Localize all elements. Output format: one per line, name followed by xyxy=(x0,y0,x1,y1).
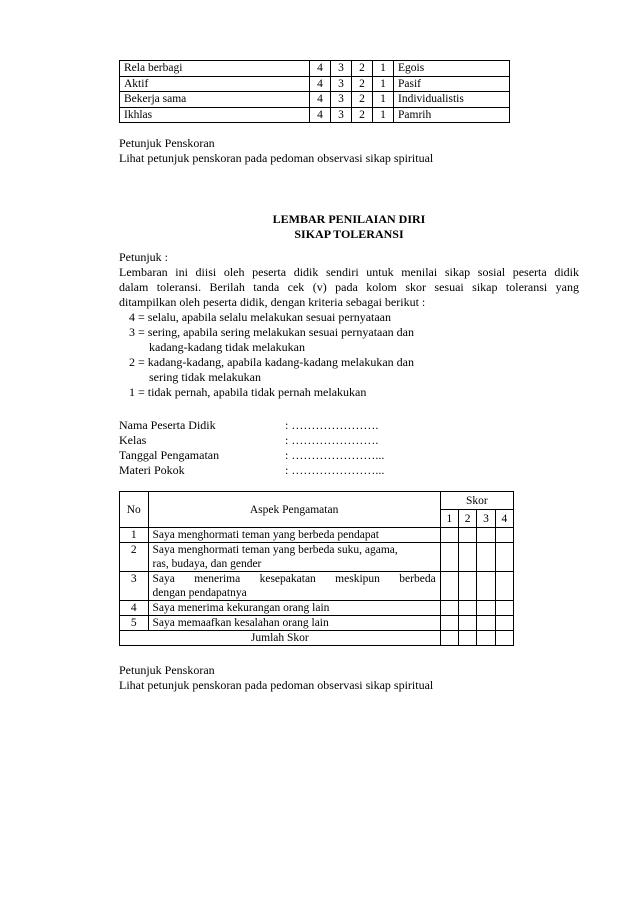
scoring-note-text: Lihat petunjuk penskoran pada pedoman observasi sikap spiritual xyxy=(119,678,434,692)
aspect-line: Saya menerima kesepakatan meskipun berbeda xyxy=(152,573,436,585)
row-number: 3 xyxy=(120,572,149,601)
aspect-text xyxy=(148,572,440,601)
row-number: 4 xyxy=(120,601,149,616)
page-title xyxy=(119,212,579,242)
score-cell[interactable] xyxy=(477,543,495,572)
field-value[interactable]: : …………………... xyxy=(285,463,385,477)
field-label: Materi Pokok xyxy=(119,463,185,477)
total-label: Jumlah Skor xyxy=(120,631,441,646)
score-3: 3 xyxy=(331,107,352,123)
aspect-text xyxy=(148,616,440,631)
score-cell[interactable] xyxy=(440,601,458,616)
score-cell[interactable] xyxy=(477,601,495,616)
field-row xyxy=(119,418,579,433)
scoring-note-heading: Petunjuk Penskoran xyxy=(119,663,215,677)
total-row xyxy=(120,631,514,646)
aspect-line: Saya menghormati teman yang berbeda suku, agama, xyxy=(152,544,398,556)
attitude-label: Rela berbagi xyxy=(120,61,310,77)
score-cell[interactable] xyxy=(495,601,513,616)
score-4: 4 xyxy=(310,107,331,123)
opposite-label: Egois xyxy=(394,61,510,77)
table-row xyxy=(120,107,510,123)
field-row xyxy=(119,463,579,478)
score-3: 3 xyxy=(331,61,352,77)
header-score-2: 2 xyxy=(459,510,477,528)
aspect-text xyxy=(148,601,440,616)
table-header-row xyxy=(120,492,514,510)
total-score-cell[interactable] xyxy=(495,631,513,646)
attitude-label: Ikhlas xyxy=(120,107,310,123)
opposite-label: Pamrih xyxy=(394,107,510,123)
opposite-label: Pasif xyxy=(394,76,510,92)
table-row xyxy=(120,61,510,77)
scoring-note-text: Lihat petunjuk penskoran pada pedoman observasi sikap spiritual xyxy=(119,151,434,165)
score-cell[interactable] xyxy=(440,528,458,543)
score-cell[interactable] xyxy=(477,528,495,543)
score-cell[interactable] xyxy=(459,543,477,572)
score-1: 1 xyxy=(373,92,394,108)
instructions xyxy=(119,250,579,400)
instructions-heading: Petunjuk : xyxy=(119,250,169,264)
table-row xyxy=(120,528,514,543)
score-cell[interactable] xyxy=(495,543,513,572)
score-cell[interactable] xyxy=(459,616,477,631)
title-line-1: LEMBAR PENILAIAN DIRI xyxy=(272,212,426,226)
score-cell[interactable] xyxy=(495,616,513,631)
criteria-3-cont: kadang-kadang tidak melakukan xyxy=(149,340,305,354)
attitude-label: Aktif xyxy=(120,76,310,92)
score-2: 2 xyxy=(352,76,373,92)
scoring-note-2 xyxy=(119,663,579,693)
score-2: 2 xyxy=(352,92,373,108)
field-label: Kelas xyxy=(119,433,147,447)
score-cell[interactable] xyxy=(477,572,495,601)
row-number: 2 xyxy=(120,543,149,572)
field-label: Nama Peserta Didik xyxy=(119,418,216,432)
header-aspect: Aspek Pengamatan xyxy=(148,492,440,528)
criteria-2-cont: sering tidak melakukan xyxy=(149,370,261,384)
criteria-2: 2 = kadang-kadang, apabila kadang-kadang melakukan dan xyxy=(129,355,414,369)
header-score-3: 3 xyxy=(477,510,495,528)
header-score-1: 1 xyxy=(440,510,458,528)
score-cell[interactable] xyxy=(440,572,458,601)
score-1: 1 xyxy=(373,107,394,123)
score-1: 1 xyxy=(373,76,394,92)
score-2: 2 xyxy=(352,61,373,77)
aspect-line: Saya memaafkan kesalahan orang lain xyxy=(152,617,329,629)
field-value[interactable]: : …………………... xyxy=(285,448,385,462)
table-row xyxy=(120,92,510,108)
aspect-line: ras, budaya, dan gender xyxy=(152,558,262,570)
field-value[interactable]: : …………………. xyxy=(285,418,379,432)
header-no: No xyxy=(120,492,149,528)
title-line-2: SIKAP TOLERANSI xyxy=(294,227,404,241)
scoring-note-1 xyxy=(119,136,579,166)
header-score: Skor xyxy=(440,492,513,510)
field-value[interactable]: : …………………. xyxy=(285,433,379,447)
field-row xyxy=(119,448,579,463)
scoring-note-heading: Petunjuk Penskoran xyxy=(119,136,215,150)
criteria-4: 4 = selalu, apabila selalu melakukan sesuai pernyataan xyxy=(129,310,392,324)
attitude-scale-table xyxy=(119,60,510,123)
score-4: 4 xyxy=(310,76,331,92)
table-row xyxy=(120,616,514,631)
field-row xyxy=(119,433,579,448)
table-row xyxy=(120,543,514,572)
instructions-line: ditampilkan oleh peserta didik, dengan kriteria sebagai berikut : xyxy=(119,295,426,309)
score-cell[interactable] xyxy=(477,616,495,631)
aspect-text xyxy=(148,528,440,543)
identity-fields xyxy=(119,418,579,478)
instructions-line: Lembaran ini diisi oleh peserta didik sendiri untuk menilai sikap sosial peserta didik xyxy=(119,265,579,279)
criteria-1: 1 = tidak pernah, apabila tidak pernah melakukan xyxy=(129,385,367,399)
score-cell[interactable] xyxy=(459,572,477,601)
aspect-line: Saya menerima kekurangan orang lain xyxy=(152,602,330,614)
score-cell[interactable] xyxy=(495,572,513,601)
aspect-line: dengan pendapatnya xyxy=(152,587,247,599)
total-score-cell[interactable] xyxy=(440,631,458,646)
instructions-line: dalam toleransi. Berilah tanda cek (v) pada kolom skor sesuai sikap toleransi yang xyxy=(119,280,579,294)
score-3: 3 xyxy=(331,76,352,92)
total-score-cell[interactable] xyxy=(477,631,495,646)
row-number: 1 xyxy=(120,528,149,543)
field-label: Tanggal Pengamatan xyxy=(119,448,220,462)
row-number: 5 xyxy=(120,616,149,631)
aspect-line: Saya menghormati teman yang berbeda pendapat xyxy=(152,529,379,541)
attitude-label: Bekerja sama xyxy=(120,92,310,108)
table-row xyxy=(120,572,514,601)
score-cell[interactable] xyxy=(495,528,513,543)
score-cell[interactable] xyxy=(440,616,458,631)
score-1: 1 xyxy=(373,61,394,77)
score-2: 2 xyxy=(352,107,373,123)
table-row xyxy=(120,601,514,616)
score-cell[interactable] xyxy=(459,528,477,543)
score-cell[interactable] xyxy=(459,601,477,616)
header-score-4: 4 xyxy=(495,510,513,528)
score-cell[interactable] xyxy=(440,543,458,572)
aspect-text xyxy=(148,543,440,572)
score-3: 3 xyxy=(331,92,352,108)
table-row xyxy=(120,76,510,92)
criteria-3: 3 = sering, apabila sering melakukan sesuai pernyataan dan xyxy=(129,325,414,339)
opposite-label: Individualistis xyxy=(394,92,510,108)
score-4: 4 xyxy=(310,92,331,108)
self-assessment-table xyxy=(119,491,514,646)
total-score-cell[interactable] xyxy=(459,631,477,646)
score-4: 4 xyxy=(310,61,331,77)
